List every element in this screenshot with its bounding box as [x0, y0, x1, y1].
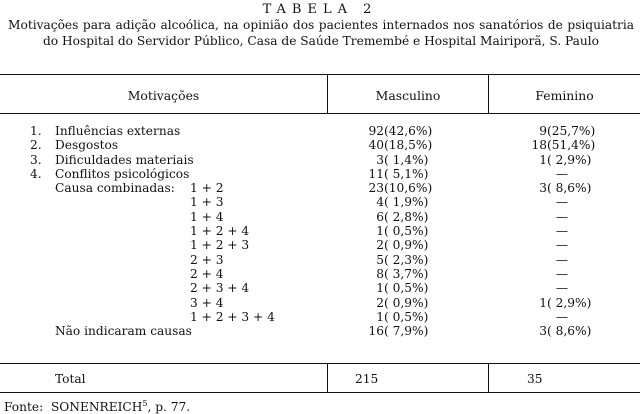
female-count: — — [555, 166, 569, 181]
header-motivacoes: Motivações — [127, 88, 200, 103]
male-percent: ( 3,7%) — [384, 266, 429, 281]
row-label: Não indicaram causas — [55, 324, 192, 339]
bottom-rule — [0, 392, 640, 393]
female-count: 9 — [539, 124, 547, 138]
table-row — [0, 210, 640, 224]
combination-label: 3 + 4 — [190, 295, 224, 310]
female-count: 3 — [539, 181, 547, 196]
male-percent: ( 2,8%) — [384, 209, 429, 224]
female-count: — — [555, 195, 569, 210]
male-count: 16 — [368, 324, 384, 339]
combination-label: 2 + 3 + 4 — [190, 281, 250, 296]
table-row — [0, 281, 640, 295]
table-row — [0, 153, 640, 167]
row-number: 2. — [30, 138, 42, 153]
female-count: — — [555, 209, 569, 224]
female-count: 1 — [539, 295, 547, 310]
male-count: 92 — [368, 124, 384, 138]
male-count: 23 — [368, 181, 384, 196]
combination-label: 1 + 2 + 4 — [190, 224, 250, 239]
male-percent: ( 0,5%) — [384, 281, 429, 296]
male-count: 11 — [368, 166, 384, 181]
column-divider-1-total — [327, 363, 328, 392]
male-percent: ( 2,3%) — [384, 252, 429, 267]
row-number: 3. — [30, 152, 42, 167]
table-row — [0, 267, 640, 281]
female-percent: (51,4%) — [547, 138, 596, 153]
combination-label: 1 + 2 — [190, 181, 224, 196]
male-count: 2 — [376, 295, 384, 310]
table-body — [0, 124, 640, 338]
male-percent: ( 0,5%) — [384, 309, 429, 324]
male-percent: ( 0,9%) — [384, 295, 429, 310]
table-row — [0, 195, 640, 209]
table-row — [0, 296, 640, 310]
female-count: — — [555, 281, 569, 296]
male-percent: ( 5,1%) — [384, 166, 429, 181]
total-label: Total — [55, 372, 86, 386]
female-count: 3 — [539, 324, 547, 339]
row-label: Influências externas — [55, 124, 181, 138]
female-count: — — [555, 252, 569, 267]
male-count: 40 — [368, 138, 384, 153]
male-count: 1 — [376, 309, 384, 324]
male-percent: ( 0,9%) — [384, 238, 429, 253]
source-prefix: Fonte: — [4, 400, 44, 414]
row-number: 1. — [30, 124, 42, 138]
combination-label: 1 + 4 — [190, 209, 224, 224]
table-row — [0, 310, 640, 324]
total-rule — [0, 363, 640, 364]
female-percent: ( 8,6%) — [547, 181, 592, 196]
combination-label: 1 + 2 + 3 — [190, 238, 250, 253]
table-row — [0, 167, 640, 181]
male-count: 4 — [376, 195, 384, 210]
table-row — [0, 138, 640, 152]
male-percent: ( 1,9%) — [384, 195, 429, 210]
source-reference-number: 5 — [142, 399, 148, 408]
male-count: 3 — [376, 152, 384, 167]
female-count: — — [555, 309, 569, 324]
source-author: SONENREICH — [50, 400, 143, 414]
row-label: Conflitos psicológicos — [55, 166, 190, 181]
male-percent: ( 0,5%) — [384, 224, 429, 239]
male-count: 1 — [376, 281, 384, 296]
male-count: 8 — [376, 266, 384, 281]
total-feminino: 35 — [527, 372, 543, 386]
header-rule — [0, 113, 640, 114]
combination-label: 1 + 2 + 3 + 4 — [190, 309, 275, 324]
table-row — [0, 238, 640, 252]
table-row — [0, 324, 640, 338]
male-count: 1 — [376, 224, 384, 239]
header-feminino: Feminino — [535, 88, 594, 103]
combination-label: 1 + 3 — [190, 195, 224, 210]
column-divider-2-total — [488, 363, 489, 392]
male-percent: (18,5%) — [384, 138, 433, 153]
female-percent: ( 2,9%) — [547, 152, 592, 167]
table-row — [0, 253, 640, 267]
female-percent: (25,7%) — [547, 124, 596, 138]
top-rule — [0, 74, 640, 75]
table-row — [0, 224, 640, 238]
row-label: Dificuldades materiais — [55, 152, 194, 167]
male-percent: (42,6%) — [384, 124, 433, 138]
table-row — [0, 124, 640, 138]
combination-label: 2 + 3 — [190, 252, 224, 267]
male-count: 2 — [376, 238, 384, 253]
combination-label: 2 + 4 — [190, 266, 224, 281]
row-label: Desgostos — [55, 138, 119, 153]
female-count: 1 — [539, 152, 547, 167]
male-count: 5 — [376, 252, 384, 267]
female-percent: ( 2,9%) — [547, 295, 592, 310]
male-count: 6 — [376, 209, 384, 224]
female-percent: ( 8,6%) — [547, 324, 592, 339]
female-count: — — [555, 266, 569, 281]
table-title: TABELA 2 — [262, 2, 378, 17]
female-count: — — [555, 224, 569, 239]
male-percent: ( 7,9%) — [384, 324, 429, 339]
female-count: 18 — [531, 138, 547, 153]
table-caption: Motivações para adição alcoólica, na opinião dos pacientes internados nos sanatórios de psiquiatria do Hospital do Servidor Público, Casa de Saúde Tremembé e Hospital Mairiporã, S. Paulo — [8, 18, 634, 48]
source-page: , p. 77. — [147, 400, 191, 414]
row-number: 4. — [30, 166, 42, 181]
table-row — [0, 181, 640, 195]
male-percent: ( 1,4%) — [384, 152, 429, 167]
female-count: — — [555, 238, 569, 253]
row-label: Causa combinadas: — [55, 181, 175, 196]
male-percent: (10,6%) — [384, 181, 433, 196]
total-masculino: 215 — [355, 372, 379, 386]
header-masculino: Masculino — [375, 88, 441, 103]
